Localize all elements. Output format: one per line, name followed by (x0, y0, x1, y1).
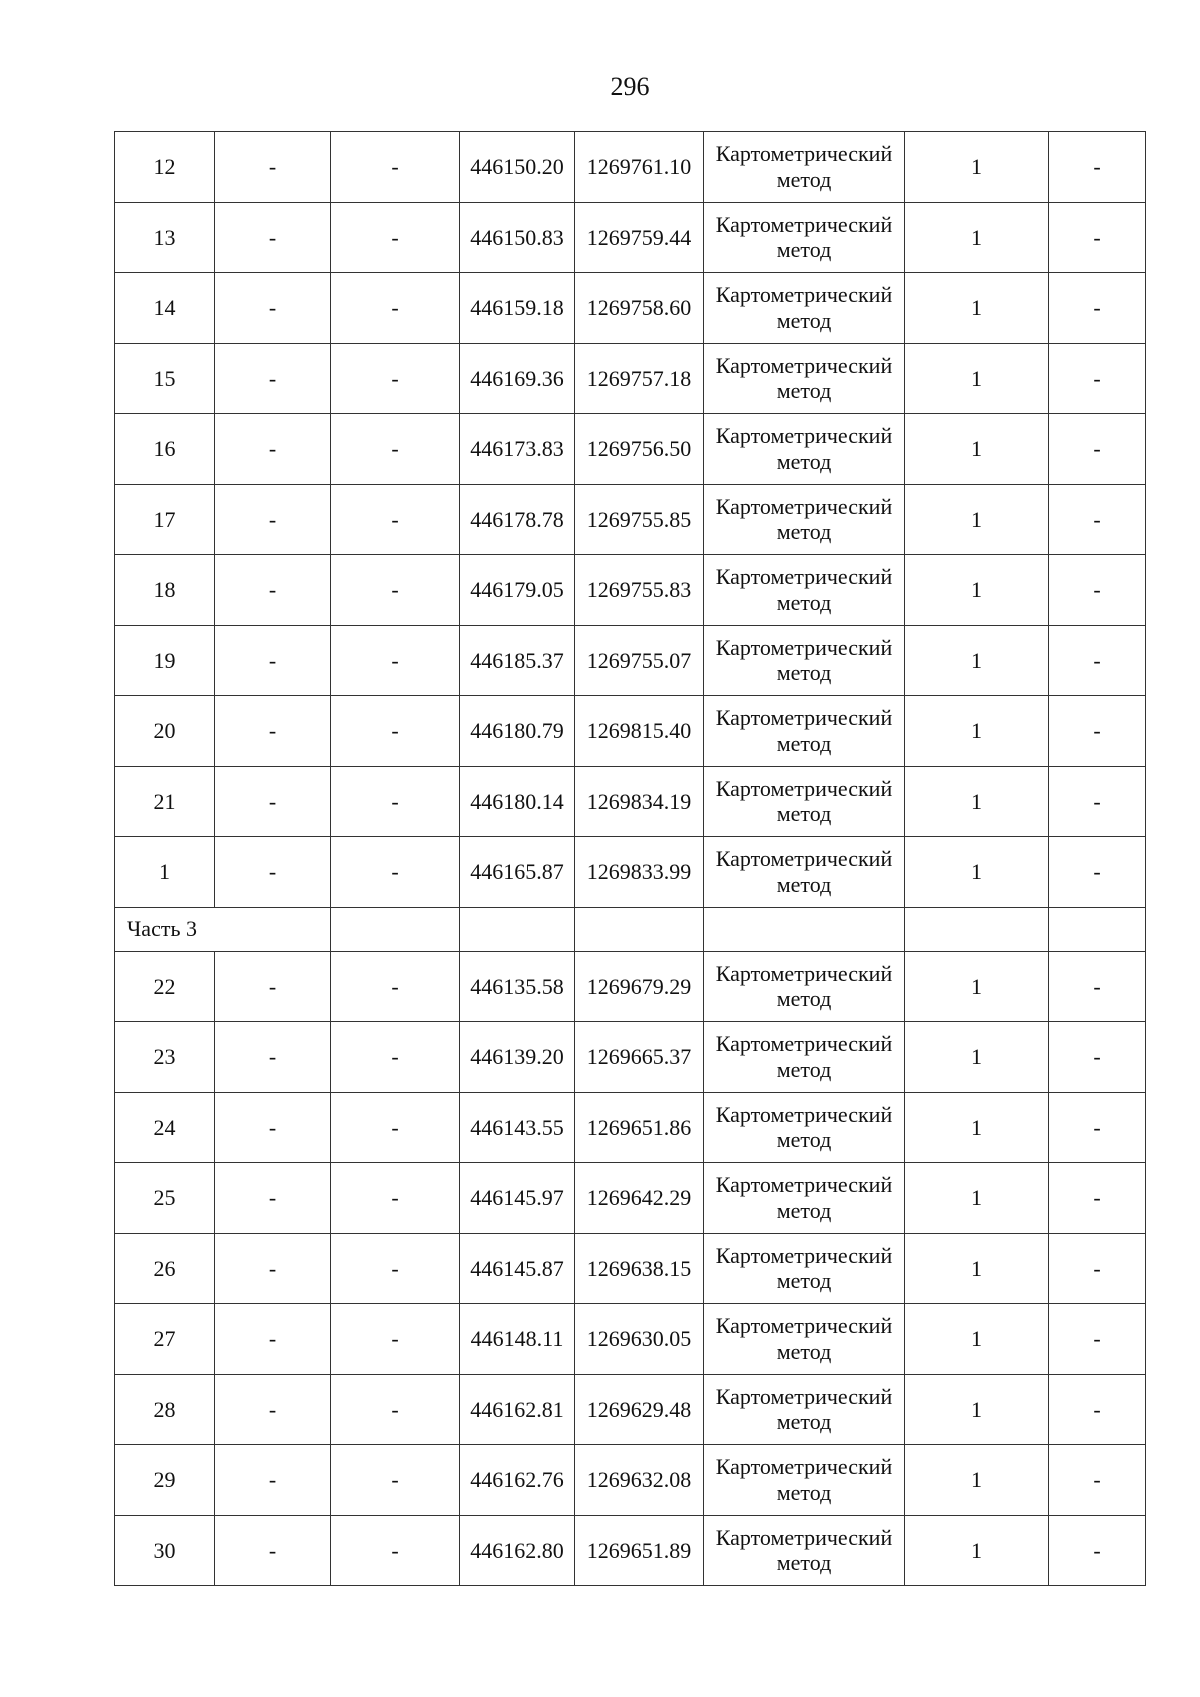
method-cell (704, 202, 905, 273)
x-coordinate-cell: 446139.20 (460, 1022, 575, 1093)
last-col-cell: - (1049, 1304, 1146, 1375)
point-number-cell: 17 (115, 484, 215, 555)
method-label-line2: метод (776, 307, 832, 333)
method-cell (704, 625, 905, 696)
y-coordinate-cell: 1269815.40 (575, 696, 704, 767)
y-coordinate-cell: 1269755.85 (575, 484, 704, 555)
point-number-cell: 27 (115, 1304, 215, 1375)
section-empty-cell (704, 907, 905, 951)
method-label-line2: метод (776, 660, 832, 686)
method-cell (704, 1163, 905, 1234)
y-coordinate-cell: 1269757.18 (575, 343, 704, 414)
y-coordinate-cell: 1269761.10 (575, 132, 704, 203)
empty-col-3-cell: - (331, 1092, 460, 1163)
method-label-line2: метод (776, 589, 832, 615)
last-col-cell: - (1049, 1374, 1146, 1445)
last-col-cell: - (1049, 1092, 1146, 1163)
y-coordinate-cell: 1269834.19 (575, 766, 704, 837)
method-label-line2: метод (776, 237, 832, 263)
method-cell (704, 555, 905, 626)
last-col-cell: - (1049, 696, 1146, 767)
last-col-cell: - (1049, 273, 1146, 344)
table-row (115, 766, 1146, 837)
y-coordinate-cell: 1269679.29 (575, 951, 704, 1022)
table-row (115, 273, 1146, 344)
method-label-line1: Картометрический (715, 960, 893, 986)
table-row (115, 202, 1146, 273)
method-label-line1: Картометрический (715, 282, 893, 308)
method-label-line1: Картометрический (715, 1172, 893, 1198)
method-label-line2: метод (776, 1127, 832, 1153)
method-label-line1: Картометрический (715, 634, 893, 660)
empty-col-3-cell: - (331, 696, 460, 767)
empty-col-2-cell: - (215, 1304, 331, 1375)
method-label-line2: метод (776, 1056, 832, 1082)
accuracy-cell: 1 (905, 555, 1049, 626)
table-row (115, 1515, 1146, 1586)
last-col-cell: - (1049, 951, 1146, 1022)
table-row (115, 132, 1146, 203)
empty-col-3-cell: - (331, 555, 460, 626)
method-cell (704, 1445, 905, 1516)
section-header-row (115, 907, 1146, 951)
empty-col-3-cell: - (331, 202, 460, 273)
table-row (115, 1092, 1146, 1163)
empty-col-3-cell: - (331, 1374, 460, 1445)
y-coordinate-cell: 1269755.07 (575, 625, 704, 696)
method-cell (704, 273, 905, 344)
last-col-cell: - (1049, 1445, 1146, 1516)
x-coordinate-cell: 446179.05 (460, 555, 575, 626)
empty-col-2-cell: - (215, 1022, 331, 1093)
last-col-cell: - (1049, 1163, 1146, 1234)
method-label-line2: метод (776, 519, 832, 545)
accuracy-cell: 1 (905, 273, 1049, 344)
accuracy-cell: 1 (905, 1022, 1049, 1093)
method-label-line1: Картометрический (715, 705, 893, 731)
accuracy-cell: 1 (905, 1515, 1049, 1586)
point-number-cell: 1 (115, 837, 215, 908)
accuracy-cell: 1 (905, 837, 1049, 908)
method-cell (704, 696, 905, 767)
method-cell (704, 484, 905, 555)
method-label-line2: метод (776, 1197, 832, 1223)
x-coordinate-cell: 446162.81 (460, 1374, 575, 1445)
point-number-cell: 23 (115, 1022, 215, 1093)
method-cell (704, 1304, 905, 1375)
accuracy-cell: 1 (905, 484, 1049, 555)
empty-col-3-cell: - (331, 273, 460, 344)
section-empty-cell (575, 907, 704, 951)
accuracy-cell: 1 (905, 625, 1049, 696)
x-coordinate-cell: 446162.80 (460, 1515, 575, 1586)
accuracy-cell: 1 (905, 1374, 1049, 1445)
empty-col-3-cell: - (331, 1304, 460, 1375)
empty-col-3-cell: - (331, 1515, 460, 1586)
last-col-cell: - (1049, 484, 1146, 555)
x-coordinate-cell: 446169.36 (460, 343, 575, 414)
empty-col-2-cell: - (215, 1092, 331, 1163)
section-empty-cell (460, 907, 575, 951)
x-coordinate-cell: 446178.78 (460, 484, 575, 555)
x-coordinate-cell: 446150.20 (460, 132, 575, 203)
accuracy-cell: 1 (905, 343, 1049, 414)
method-cell (704, 951, 905, 1022)
x-coordinate-cell: 446185.37 (460, 625, 575, 696)
y-coordinate-cell: 1269833.99 (575, 837, 704, 908)
x-coordinate-cell: 446165.87 (460, 837, 575, 908)
y-coordinate-cell: 1269665.37 (575, 1022, 704, 1093)
accuracy-cell: 1 (905, 1163, 1049, 1234)
empty-col-2-cell: - (215, 132, 331, 203)
table-row (115, 343, 1146, 414)
method-label-line1: Картометрический (715, 775, 893, 801)
table-row (115, 414, 1146, 485)
method-cell (704, 132, 905, 203)
table-row (115, 1233, 1146, 1304)
section-empty-cell (331, 907, 460, 951)
method-cell (704, 837, 905, 908)
table-row (115, 696, 1146, 767)
section-label: Часть 3 (115, 907, 331, 951)
table-row (115, 1445, 1146, 1516)
last-col-cell: - (1049, 555, 1146, 626)
accuracy-cell: 1 (905, 951, 1049, 1022)
x-coordinate-cell: 446150.83 (460, 202, 575, 273)
method-cell (704, 343, 905, 414)
method-label-line2: метод (776, 1268, 832, 1294)
method-label-line2: метод (776, 986, 832, 1012)
method-cell (704, 1374, 905, 1445)
x-coordinate-cell: 446148.11 (460, 1304, 575, 1375)
x-coordinate-cell: 446135.58 (460, 951, 575, 1022)
point-number-cell: 21 (115, 766, 215, 837)
last-col-cell: - (1049, 414, 1146, 485)
method-label-line2: метод (776, 1550, 832, 1576)
method-cell (704, 414, 905, 485)
y-coordinate-cell: 1269642.29 (575, 1163, 704, 1234)
method-label-line1: Картометрический (715, 352, 893, 378)
empty-col-2-cell: - (215, 1374, 331, 1445)
empty-col-2-cell: - (215, 625, 331, 696)
method-label-line1: Картометрический (715, 1031, 893, 1057)
method-label-line1: Картометрический (715, 423, 893, 449)
point-number-cell: 18 (115, 555, 215, 626)
x-coordinate-cell: 446145.87 (460, 1233, 575, 1304)
empty-col-3-cell: - (331, 837, 460, 908)
coordinates-table (114, 131, 1146, 1586)
method-label-line1: Картометрический (715, 1242, 893, 1268)
accuracy-cell: 1 (905, 1304, 1049, 1375)
x-coordinate-cell: 446145.97 (460, 1163, 575, 1234)
accuracy-cell: 1 (905, 202, 1049, 273)
accuracy-cell: 1 (905, 132, 1049, 203)
method-cell (704, 766, 905, 837)
empty-col-3-cell: - (331, 1163, 460, 1234)
empty-col-2-cell: - (215, 555, 331, 626)
y-coordinate-cell: 1269632.08 (575, 1445, 704, 1516)
method-label-line2: метод (776, 871, 832, 897)
empty-col-3-cell: - (331, 1022, 460, 1093)
empty-col-3-cell: - (331, 1233, 460, 1304)
method-label-line2: метод (776, 730, 832, 756)
x-coordinate-cell: 446180.14 (460, 766, 575, 837)
section-empty-cell (1049, 907, 1146, 951)
point-number-cell: 12 (115, 132, 215, 203)
point-number-cell: 22 (115, 951, 215, 1022)
point-number-cell: 13 (115, 202, 215, 273)
method-label-line2: метод (776, 1409, 832, 1435)
y-coordinate-cell: 1269651.89 (575, 1515, 704, 1586)
method-cell (704, 1515, 905, 1586)
x-coordinate-cell: 446159.18 (460, 273, 575, 344)
table-row (115, 837, 1146, 908)
y-coordinate-cell: 1269638.15 (575, 1233, 704, 1304)
point-number-cell: 29 (115, 1445, 215, 1516)
method-label-line1: Картометрический (715, 211, 893, 237)
empty-col-2-cell: - (215, 837, 331, 908)
empty-col-3-cell: - (331, 132, 460, 203)
point-number-cell: 20 (115, 696, 215, 767)
last-col-cell: - (1049, 837, 1146, 908)
method-cell (704, 1092, 905, 1163)
empty-col-2-cell: - (215, 202, 331, 273)
table-row (115, 1374, 1146, 1445)
y-coordinate-cell: 1269758.60 (575, 273, 704, 344)
table-row (115, 951, 1146, 1022)
method-label-line2: метод (776, 378, 832, 404)
last-col-cell: - (1049, 202, 1146, 273)
empty-col-2-cell: - (215, 696, 331, 767)
accuracy-cell: 1 (905, 1445, 1049, 1516)
method-label-line1: Картометрический (715, 1383, 893, 1409)
table-row (115, 1163, 1146, 1234)
method-label-line2: метод (776, 1479, 832, 1505)
method-label-line2: метод (776, 166, 832, 192)
point-number-cell: 15 (115, 343, 215, 414)
method-cell (704, 1022, 905, 1093)
x-coordinate-cell: 446143.55 (460, 1092, 575, 1163)
accuracy-cell: 1 (905, 1092, 1049, 1163)
method-label-line2: метод (776, 801, 832, 827)
point-number-cell: 28 (115, 1374, 215, 1445)
accuracy-cell: 1 (905, 414, 1049, 485)
method-label-line1: Картометрический (715, 564, 893, 590)
empty-col-2-cell: - (215, 1515, 331, 1586)
last-col-cell: - (1049, 132, 1146, 203)
x-coordinate-cell: 446180.79 (460, 696, 575, 767)
y-coordinate-cell: 1269629.48 (575, 1374, 704, 1445)
point-number-cell: 16 (115, 414, 215, 485)
last-col-cell: - (1049, 343, 1146, 414)
table-row (115, 484, 1146, 555)
x-coordinate-cell: 446173.83 (460, 414, 575, 485)
point-number-cell: 25 (115, 1163, 215, 1234)
empty-col-2-cell: - (215, 1233, 331, 1304)
empty-col-2-cell: - (215, 766, 331, 837)
method-label-line1: Картометрический (715, 846, 893, 872)
accuracy-cell: 1 (905, 766, 1049, 837)
y-coordinate-cell: 1269759.44 (575, 202, 704, 273)
point-number-cell: 26 (115, 1233, 215, 1304)
page-number: 296 (610, 72, 650, 101)
accuracy-cell: 1 (905, 696, 1049, 767)
empty-col-2-cell: - (215, 951, 331, 1022)
point-number-cell: 24 (115, 1092, 215, 1163)
empty-col-2-cell: - (215, 484, 331, 555)
table-row (115, 625, 1146, 696)
y-coordinate-cell: 1269755.83 (575, 555, 704, 626)
empty-col-2-cell: - (215, 414, 331, 485)
table-row (115, 1304, 1146, 1375)
last-col-cell: - (1049, 766, 1146, 837)
empty-col-3-cell: - (331, 625, 460, 696)
empty-col-3-cell: - (331, 766, 460, 837)
method-label-line1: Картометрический (715, 1101, 893, 1127)
method-label-line1: Картометрический (715, 493, 893, 519)
empty-col-2-cell: - (215, 343, 331, 414)
method-label-line1: Картометрический (715, 141, 893, 167)
x-coordinate-cell: 446162.76 (460, 1445, 575, 1516)
point-number-cell: 30 (115, 1515, 215, 1586)
method-cell (704, 1233, 905, 1304)
empty-col-2-cell: - (215, 1163, 331, 1234)
last-col-cell: - (1049, 1022, 1146, 1093)
section-empty-cell (905, 907, 1049, 951)
empty-col-3-cell: - (331, 484, 460, 555)
method-label-line2: метод (776, 448, 832, 474)
point-number-cell: 19 (115, 625, 215, 696)
method-label-line1: Картометрический (715, 1454, 893, 1480)
empty-col-3-cell: - (331, 343, 460, 414)
method-label-line1: Картометрический (715, 1524, 893, 1550)
method-label-line2: метод (776, 1338, 832, 1364)
last-col-cell: - (1049, 625, 1146, 696)
empty-col-3-cell: - (331, 1445, 460, 1516)
y-coordinate-cell: 1269651.86 (575, 1092, 704, 1163)
y-coordinate-cell: 1269756.50 (575, 414, 704, 485)
table-row (115, 1022, 1146, 1093)
table-body (115, 132, 1146, 1586)
accuracy-cell: 1 (905, 1233, 1049, 1304)
table-row (115, 555, 1146, 626)
empty-col-2-cell: - (215, 273, 331, 344)
empty-col-2-cell: - (215, 1445, 331, 1516)
method-label-line1: Картометрический (715, 1313, 893, 1339)
last-col-cell: - (1049, 1233, 1146, 1304)
last-col-cell: - (1049, 1515, 1146, 1586)
empty-col-3-cell: - (331, 951, 460, 1022)
point-number-cell: 14 (115, 273, 215, 344)
y-coordinate-cell: 1269630.05 (575, 1304, 704, 1375)
empty-col-3-cell: - (331, 414, 460, 485)
